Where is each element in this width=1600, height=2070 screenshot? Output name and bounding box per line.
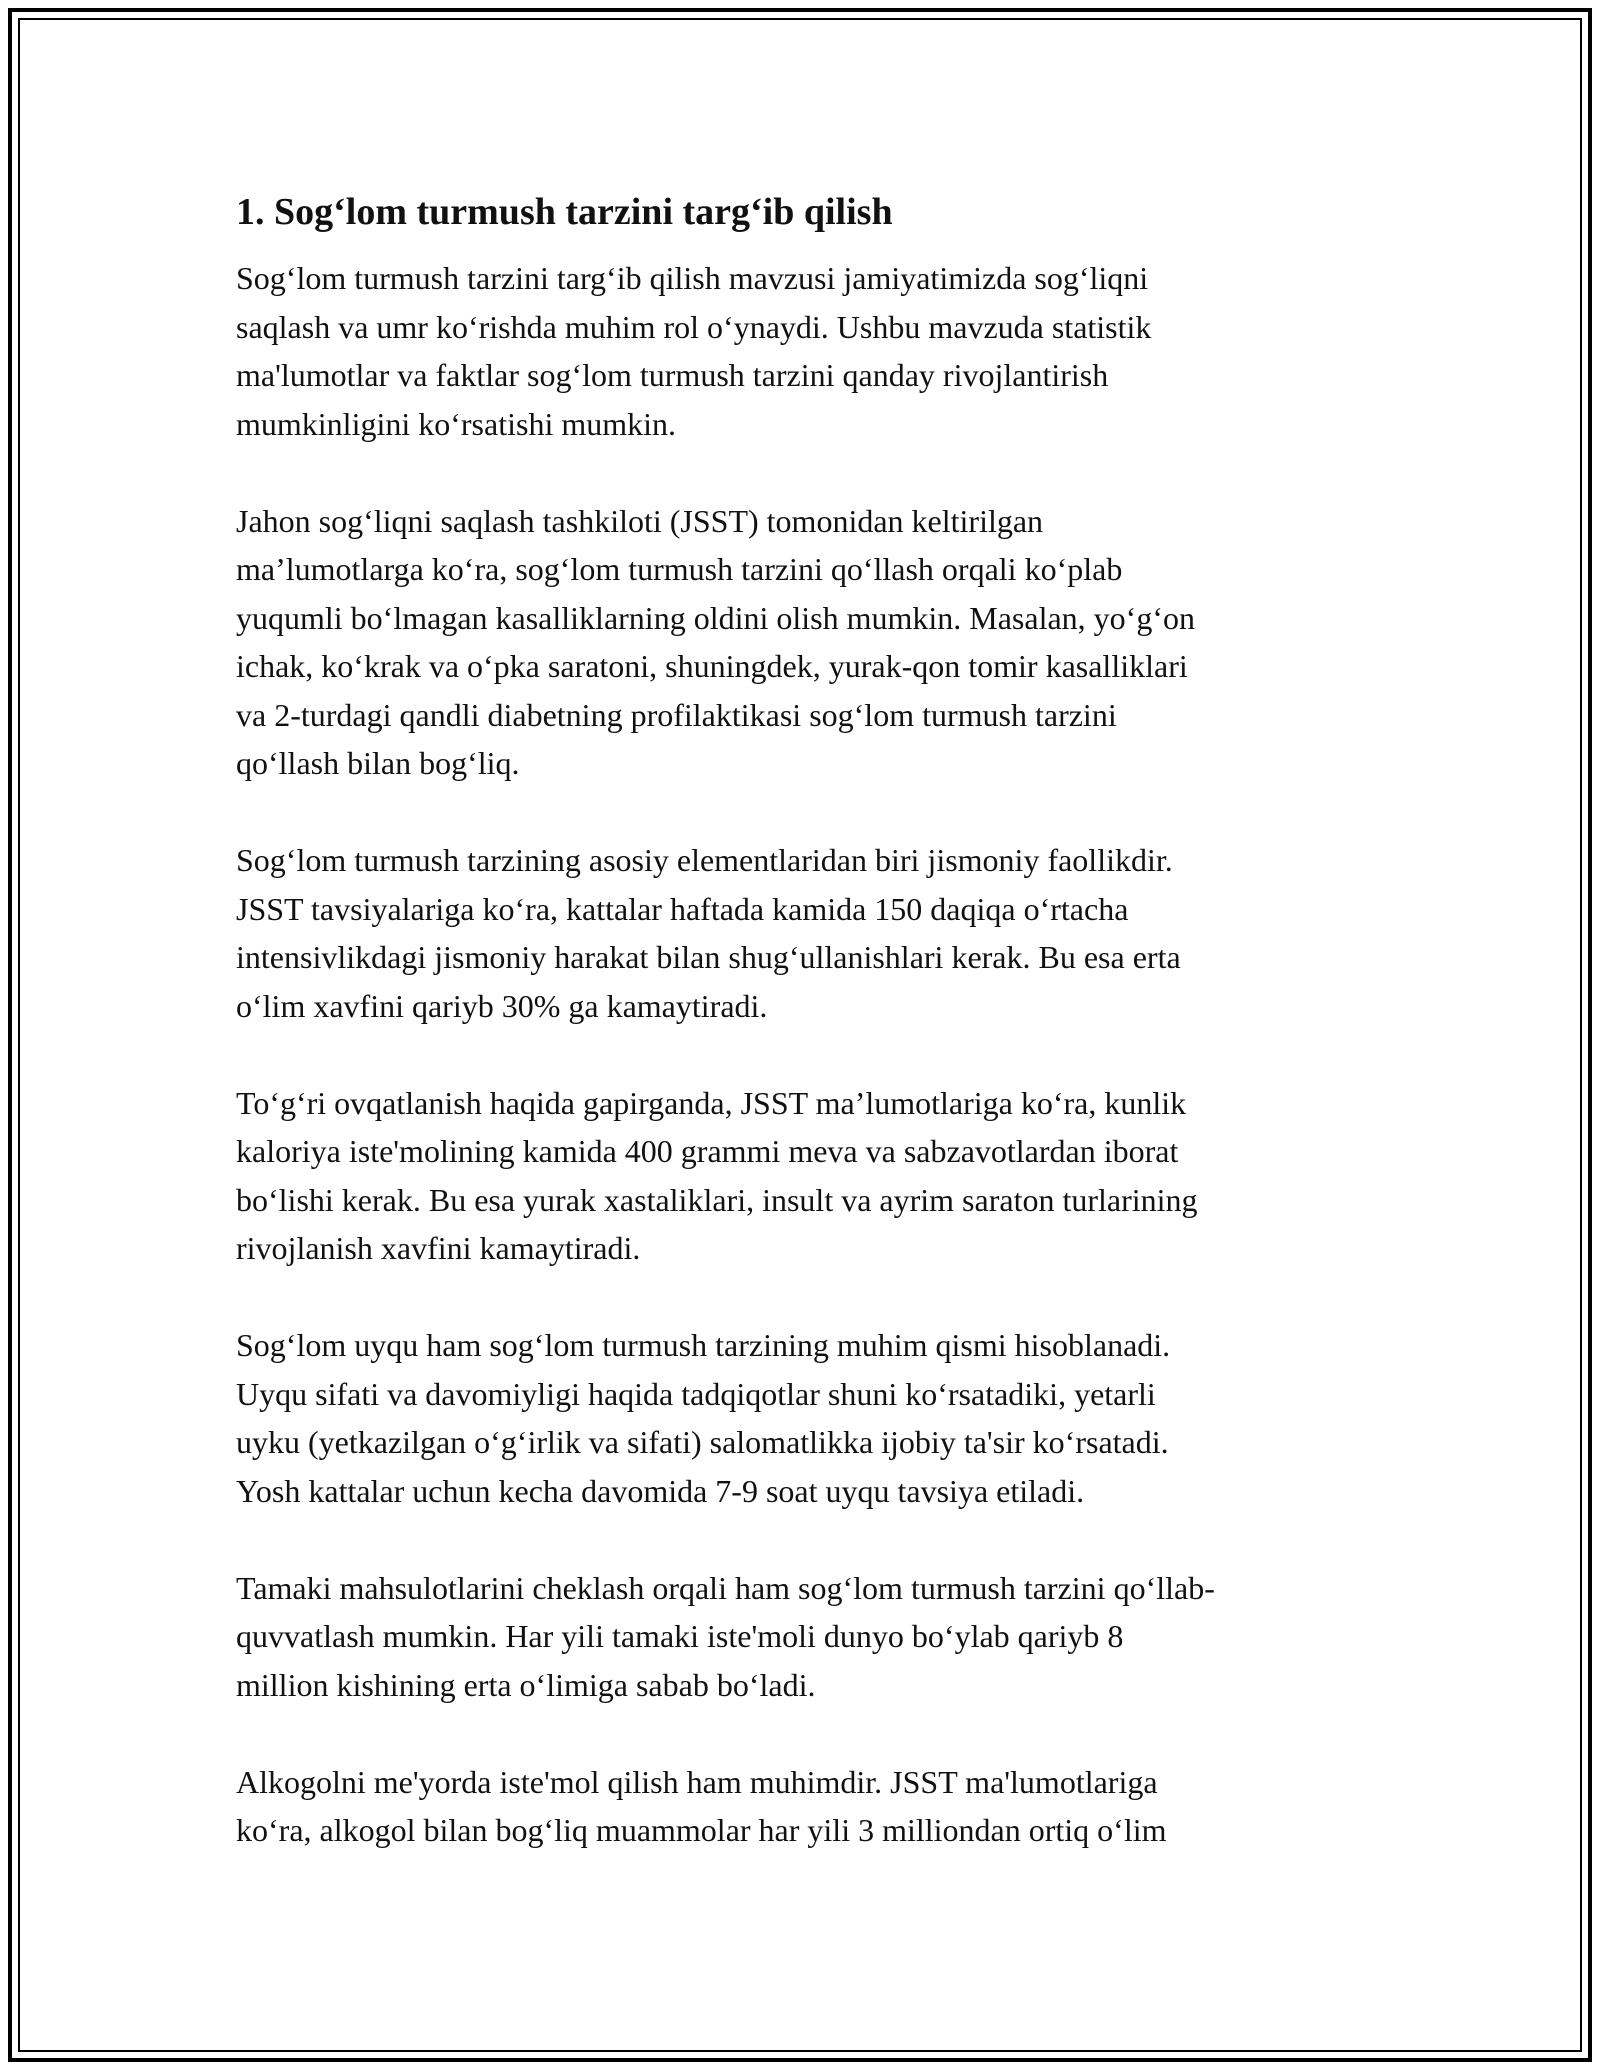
paragraph-nutrition: To‘g‘ri ovqatlanish haqida gapirganda, JSST ma’lumotlariga ko‘ra, kunlik kaloriya iste'molining kamida 400 grammi meva va sabzavotlardan iborat bo‘lishi kerak. Bu esa yurak xastaliklari, insult va ayrim saraton turlarining rivojlanish xavfini kamaytiradi.: [236, 1084, 1198, 1266]
paragraph-who-data: Jahon sog‘liqni saqlash tashkiloti (JSST) tomonidan keltirilgan ma’lumotlarga ko‘ra, sog‘lom turmush tarzini qo‘llash orqali ko‘plab yuqumli bo‘lmagan kasalliklarning oldini olish mumkin. Masalan, yo‘g‘on ichak, ko‘krak va o‘pka saratoni, shuningdek, yurak-qon tomir kasalliklari va 2-turdagi qandli diabetning profilaktikasi sog‘lom turmush tarzini qo‘llash bilan bog‘liq.: [236, 502, 1195, 781]
section-heading: 1. Sog‘lom turmush tarzini targ‘ib qilish: [236, 191, 893, 233]
paragraph-alcohol: Alkogolni me'yorda iste'mol qilish ham muhimdir. JSST ma'lumotlariga ko‘ra, alkogol bilan bog‘liq muammolar har yili 3 milliondan ortiq o‘lim: [236, 1763, 1167, 1848]
paragraph-physical-activity: Sog‘lom turmush tarzining asosiy elementlaridan biri jismoniy faollikdir. JSST tavsiyalariga ko‘ra, kattalar haftada kamida 150 daqiqa o‘rtacha intensivlikdagi jismoniy harakat bilan shug‘ullanishlari kerak. Bu esa erta o‘lim xavfini qariyb 30% ga kamaytiradi.: [236, 842, 1181, 1024]
paragraph-intro: Sog‘lom turmush tarzini targ‘ib qilish mavzusi jamiyatimizda sog‘liqni saqlash va umr ko‘rishda muhim rol o‘ynaydi. Ushbu mavzuda statistik ma'lumotlar va faktlar sog‘lom turmush tarzini qanday rivojlantirish mumkinligini ko‘rsatishi mumkin.: [236, 260, 1152, 442]
document-body: [236, 186, 1366, 1855]
paragraph-sleep: Sog‘lom uyqu ham sog‘lom turmush tarzining muhim qismi hisoblanadi. Uyqu sifati va davomiyligi haqida tadqiqotlar shuni ko‘rsatadiki, yetarli uyku (yetkazilgan o‘g‘irlik va sifati) salomatlikka ijobiy ta'sir ko‘rsatadi. Yosh kattalar uchun kecha davomida 7-9 soat uyqu tavsiya etiladi.: [236, 1327, 1171, 1509]
paragraph-tobacco: Tamaki mahsulotlarini cheklash orqali ham sog‘lom turmush tarzini qo‘llab- quvvatlash mumkin. Har yili tamaki iste'moli dunyo bo‘ylab qariyb 8 million kishining erta o‘limiga sabab bo‘ladi.: [236, 1569, 1215, 1703]
